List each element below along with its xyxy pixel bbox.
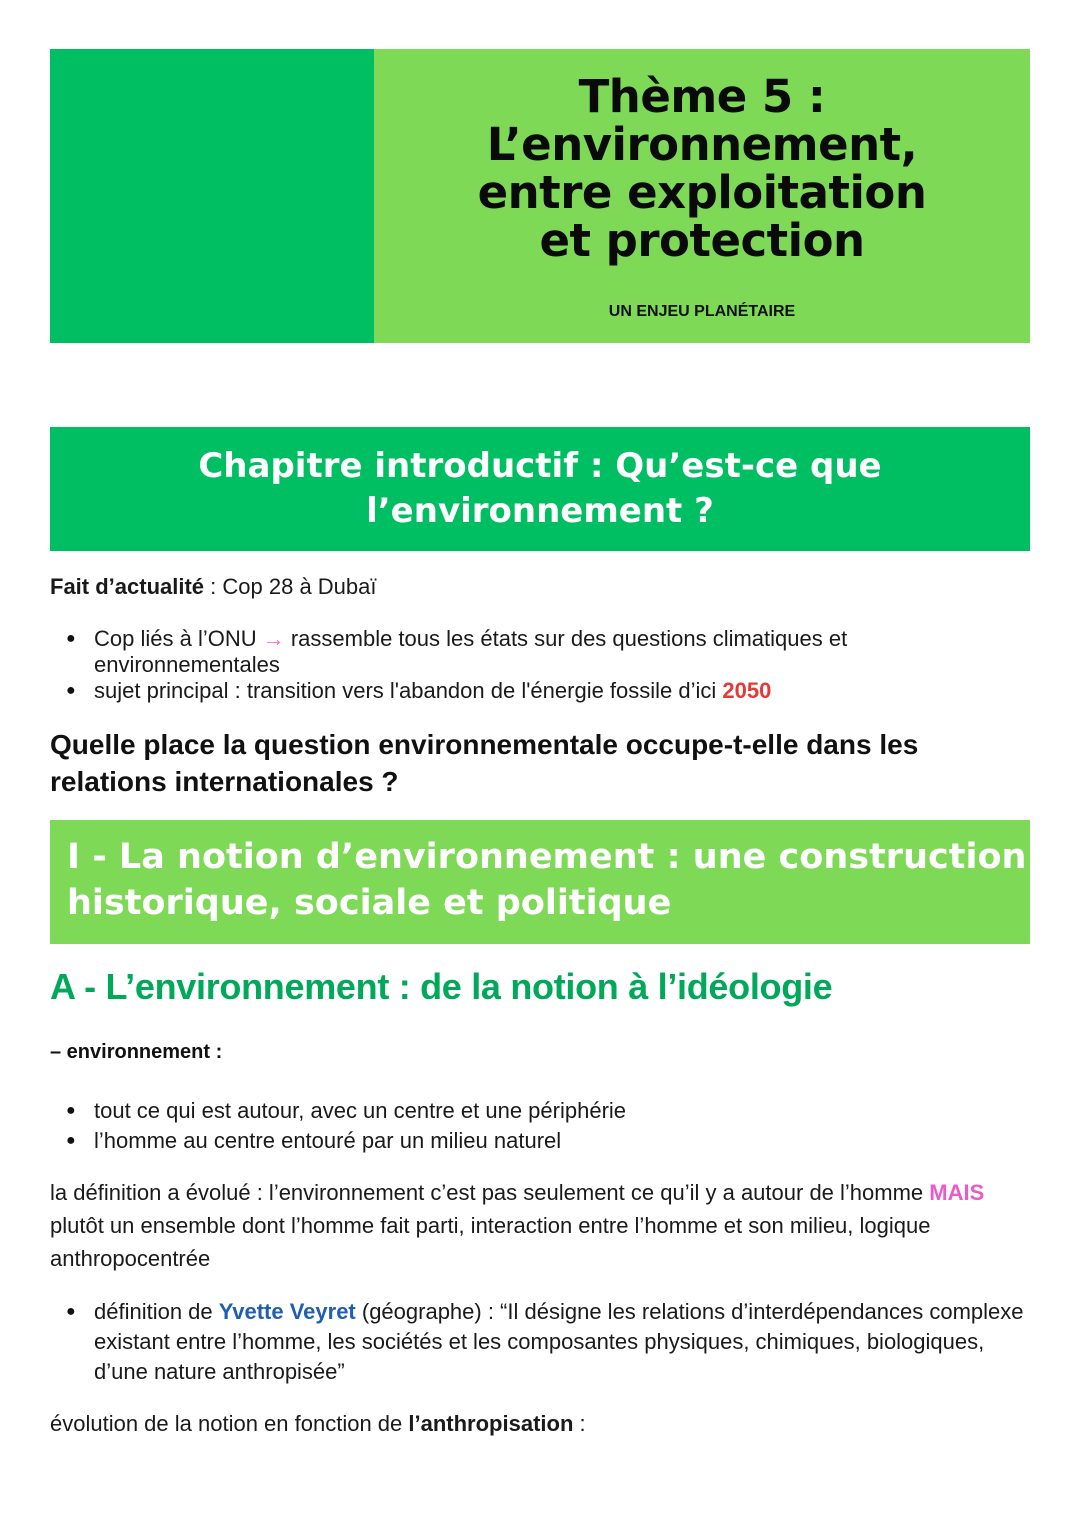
banner-title-panel xyxy=(374,49,1030,343)
list-item xyxy=(50,626,1030,678)
theme-title-line: Thème 5 : xyxy=(578,70,826,123)
current-event-label: Fait d’actualité xyxy=(50,574,205,599)
list-item xyxy=(50,678,1030,704)
theme-title-line: entre exploitation xyxy=(477,166,927,219)
author-name: Yvette Veyret xyxy=(218,1299,356,1324)
paragraph-text: la définition a évolué : l’environnement c’est pas seulement ce qu’il y a autour de l’homme xyxy=(50,1180,930,1205)
banner-color-block xyxy=(50,49,374,343)
evolution-text: : xyxy=(573,1411,586,1436)
emphasis-mais: MAIS xyxy=(929,1180,985,1205)
highlight-year: 2050 xyxy=(722,678,772,703)
chapter-heading-line: Chapitre introductif : Qu’est-ce que xyxy=(198,446,882,486)
term-label: – environnement : xyxy=(50,1041,223,1063)
section-heading-line: I - La notion d’environnement : une construction xyxy=(67,837,1027,877)
list-item xyxy=(50,1297,1030,1387)
quote-bullets xyxy=(50,1297,1030,1387)
definition-paragraph xyxy=(50,1176,1030,1275)
current-event xyxy=(50,574,377,600)
paragraph-text: plutôt un ensemble dont l’homme fait parti, interaction entre l’homme et son milieu, logique anthropocentrée xyxy=(50,1213,931,1271)
theme-title-line: et protection xyxy=(539,214,865,267)
section-heading xyxy=(50,820,1030,944)
evolution-bold: l’anthropisation xyxy=(408,1411,574,1436)
list-item: ● l’homme au centre entouré par un milieu naturel xyxy=(50,1126,1030,1156)
theme-title xyxy=(374,70,1030,267)
chapter-heading-line: l’environnement ? xyxy=(366,491,714,531)
definition-bullets xyxy=(50,1096,1030,1156)
theme-title-line: L’environnement, xyxy=(486,118,918,171)
bullet-text: rassemble tous les états sur des questions climatiques et environnementales xyxy=(94,626,848,677)
current-event-text: : Cop 28 à Dubaï xyxy=(204,574,377,599)
evolution-text: évolution de la notion en fonction de xyxy=(50,1411,409,1436)
bullet-text: sujet principal : transition vers l'abandon de l'énergie fossile d’ici xyxy=(94,678,723,703)
bullet-text: Cop liés à l’ONU xyxy=(94,626,263,651)
chapter-heading xyxy=(50,427,1030,551)
bullet-text: (géographe) : “Il désigne les relations d’interdépendances complexe existant entre l’homme, les sociétés et les composantes physiques, chimiques, biologiques, d’une nature anthropisée” xyxy=(94,1299,1024,1384)
theme-subtitle: UN ENJEU PLANÉTAIRE xyxy=(608,303,796,320)
current-event-bullets xyxy=(50,626,1030,704)
subsection-heading: A - L’environnement : de la notion à l’idéologie xyxy=(50,966,833,1007)
problem-question: Quelle place la question environnementale occupe-t-elle dans les relations internationales ? xyxy=(50,729,919,797)
arrow-icon: → xyxy=(262,626,285,651)
bullet-text: définition de xyxy=(94,1299,219,1324)
evolution-line xyxy=(50,1411,586,1437)
list-item: ● tout ce qui est autour, avec un centre et une périphérie xyxy=(50,1096,1030,1126)
section-heading-line: historique, sociale et politique xyxy=(67,883,672,923)
theme-banner xyxy=(50,49,1030,343)
